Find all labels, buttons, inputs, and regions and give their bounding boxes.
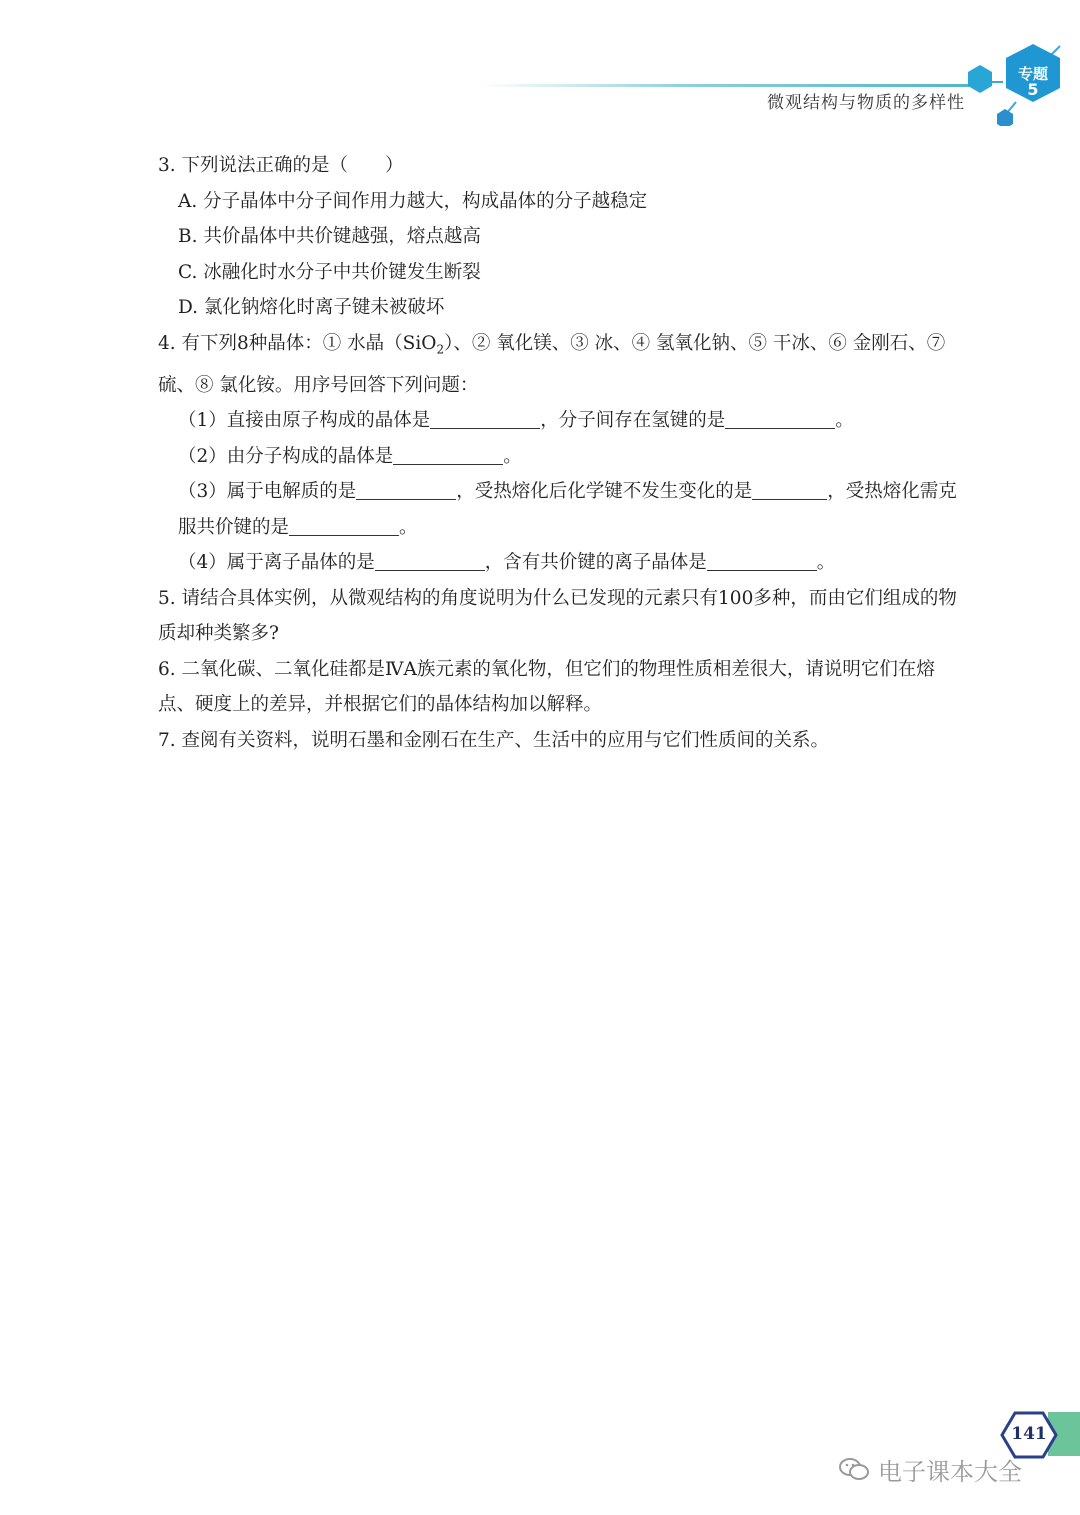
question-6: 6. 二氧化碳、二氧化硅都是ⅣA族元素的氧化物，但它们的物理性质相差很大，请说明它们在熔点、硬度上的差异，并根据它们的晶体结构加以解释。 bbox=[158, 658, 935, 716]
question-3-option-d: D. 氯化钠熔化时离子键未被破坏 bbox=[178, 297, 445, 318]
answer-blank[interactable] bbox=[707, 548, 817, 571]
q4-s3-text-a: （3）属于电解质的是 bbox=[178, 481, 357, 503]
answer-blank[interactable] bbox=[356, 477, 456, 500]
answer-blank[interactable] bbox=[430, 406, 540, 429]
q4-s2-text-a: （2）由分子构成的晶体是 bbox=[178, 445, 394, 467]
answer-blank[interactable] bbox=[289, 513, 399, 536]
q4-s4-text-c: 。 bbox=[816, 552, 836, 574]
q4-s1-text-a: （1）直接由原子构成的晶体是 bbox=[178, 410, 431, 432]
badge-label: 专题 bbox=[1017, 65, 1048, 83]
answer-blank[interactable] bbox=[375, 548, 485, 571]
q4-s4-text-b: ，含有共价键的离子晶体是 bbox=[484, 552, 707, 574]
question-3-option-b: B. 共价晶体中共价键越强，熔点越高 bbox=[178, 226, 481, 247]
chapter-badge bbox=[1006, 66, 1060, 98]
question-4-sub-1 bbox=[116, 403, 966, 439]
chapter-title: 微观结构与物质的多样性 bbox=[767, 93, 965, 113]
watermark bbox=[838, 1452, 1022, 1486]
q4-s1-text-c: 。 bbox=[835, 410, 854, 432]
question-3-option-a: A. 分子晶体中分子间作用力越大，构成晶体的分子越稳定 bbox=[178, 190, 648, 212]
question-3-stem: 3. 下列说法正确的是（ ） bbox=[158, 155, 404, 176]
page-number: 141 bbox=[1011, 1424, 1047, 1444]
q4-s3-text-c: ，受热熔化需克服共价键的是 bbox=[178, 481, 957, 538]
watermark-text: 电子课本大全 bbox=[878, 1457, 1022, 1486]
q4-stem-part1: 4. 有下列8种晶体：① 水晶（SiO bbox=[158, 332, 437, 354]
q4-stem-part2: ）、② 氧化镁、③ 冰、④ 氢氧化钠、⑤ 干冰、⑥ 金刚石、⑦ 硫、⑧ 氯化铵。用序号回答下列问题： bbox=[158, 332, 946, 396]
question-4-sub-3 bbox=[116, 474, 966, 545]
question-4-stem bbox=[116, 326, 966, 404]
question-4-sub-4 bbox=[116, 545, 966, 581]
badge-number: 5 bbox=[1027, 80, 1039, 99]
q4-s1-text-b: ，分子间存在氢键的是 bbox=[540, 410, 726, 432]
answer-blank[interactable] bbox=[393, 442, 503, 465]
question-3-option-c: C. 冰融化时水分子中共价键发生断裂 bbox=[178, 261, 481, 283]
wechat-icon bbox=[838, 1456, 870, 1482]
q4-s3-text-d: 。 bbox=[399, 516, 418, 538]
question-5: 5. 请结合具体实例，从微观结构的角度说明为什么已发现的元素只有100多种，而由它们组成的物质却种类繁多? bbox=[158, 587, 957, 645]
answer-blank[interactable] bbox=[752, 477, 827, 500]
q4-s4-text-a: （4）属于离子晶体的是 bbox=[178, 552, 375, 574]
exercise-content bbox=[116, 148, 966, 758]
answer-blank[interactable] bbox=[725, 406, 835, 429]
question-7: 7. 查阅有关资料，说明石墨和金刚石在生产、生活中的应用与它们性质间的关系。 bbox=[158, 729, 830, 751]
q4-s3-text-b: ，受热熔化后化学键不发生变化的是 bbox=[456, 481, 753, 503]
header-rule bbox=[480, 84, 985, 87]
q4-stem-subscript: 2 bbox=[436, 342, 445, 357]
q4-s2-text-b: 。 bbox=[503, 445, 522, 467]
question-4-sub-2 bbox=[116, 439, 966, 475]
